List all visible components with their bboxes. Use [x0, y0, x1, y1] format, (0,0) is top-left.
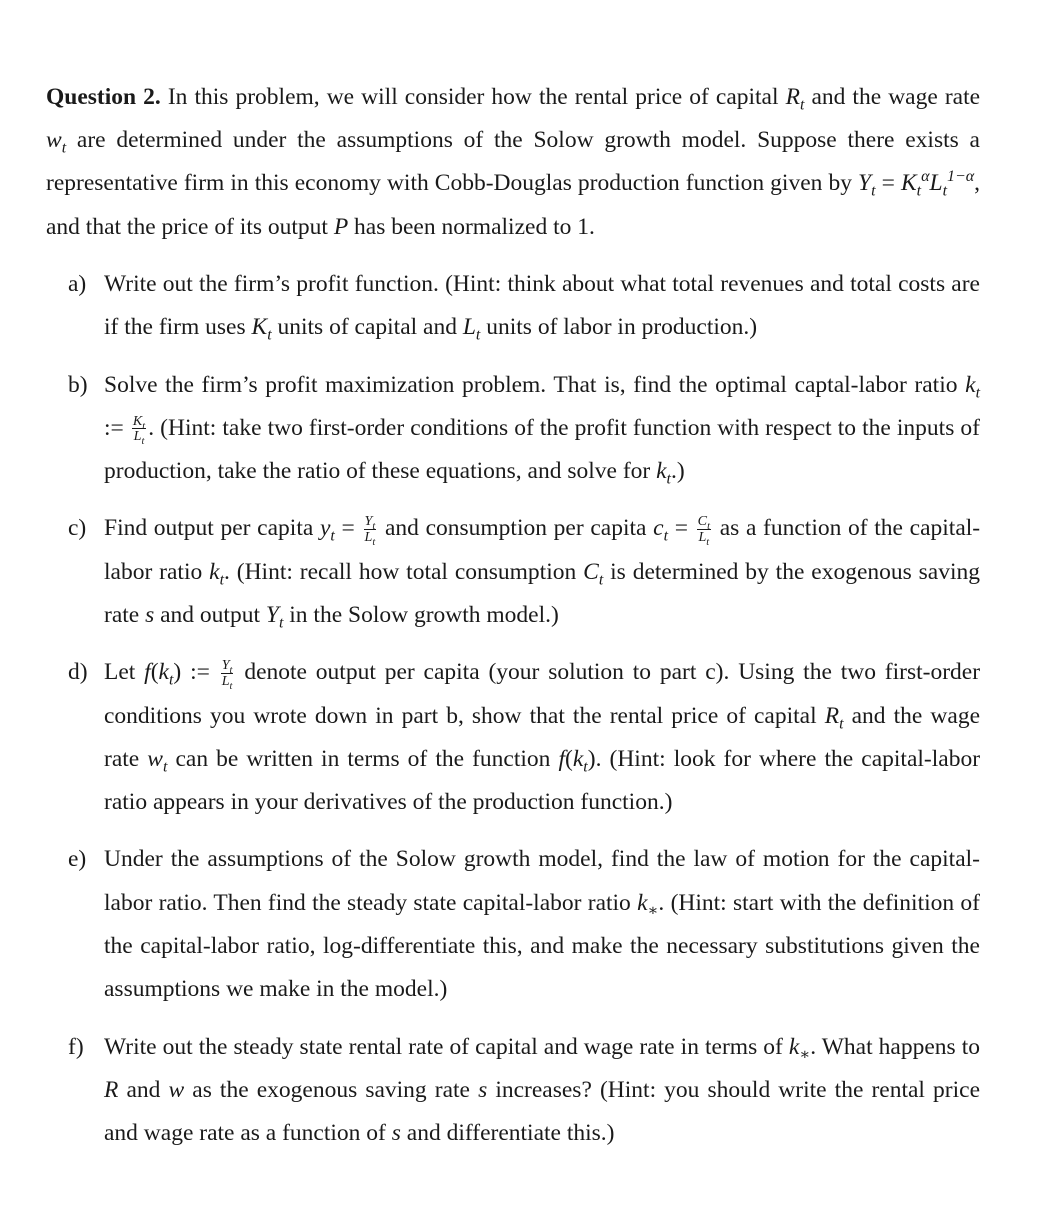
part-text: can be written in terms of the function — [175, 745, 551, 772]
part-text: Under the assumptions of the Solow growth model, find the law of motion for the capital-labor ratio. Then find the steady state capital-labor ratio — [104, 846, 980, 916]
part-e — [46, 838, 980, 1011]
part-label: c) — [68, 515, 87, 542]
part-f — [46, 1026, 980, 1156]
intro-text-5: has been normalized to 1. — [354, 213, 595, 240]
math-consumption-per-capita: $c_t$ = $\frac{C_t}{L_t}$ — [653, 513, 710, 548]
intro-text-1: In this problem, we will consider how the rental price of capital — [167, 84, 779, 110]
part-text: . (Hint: look for where the capital-labor ratio appears in your derivatives of the production function.) — [104, 745, 981, 815]
part-text: and the wage rate — [104, 702, 981, 772]
part-text: and consumption per capita — [384, 515, 647, 542]
math-capital-labor-ratio-def: $k_t$ := $\frac{K_t}{L_t}$ — [104, 371, 980, 447]
math-total-consumption: $C_t$ — [583, 558, 604, 589]
intro-text-2: and the wage rate — [811, 84, 981, 110]
parts-list — [46, 263, 980, 1155]
part-text: Let — [104, 659, 136, 686]
part-text: units of capital and — [277, 314, 457, 341]
part-c — [46, 507, 980, 637]
part-d — [46, 651, 980, 824]
part-text: Solve the firm’s profit maximization problem. That is, find the optimal captal-labor ratio — [104, 371, 958, 398]
part-text: in the Solow growth model.) — [289, 601, 559, 628]
math-rental-rate: R — [104, 1076, 119, 1103]
part-text: . What happens to — [810, 1033, 980, 1060]
math-output: $Y_t$ — [265, 601, 284, 632]
math-rental-price: $R_t$ — [785, 84, 805, 114]
math-capital-labor-ratio: $k_t$ — [209, 558, 224, 589]
math-price: P — [333, 213, 349, 240]
part-text: is determined by the exogenous saving rate — [104, 558, 981, 628]
part-text: Write out the steady state rental rate of capital and wage rate in terms of — [104, 1033, 783, 1060]
math-saving-rate: s — [478, 1076, 488, 1103]
math-labor: $L_t$ — [462, 314, 481, 344]
part-label: d) — [68, 659, 88, 686]
intro-text-4: , and that the price of its output — [46, 170, 981, 240]
part-text: Find output per capita — [104, 515, 314, 542]
part-text: . (Hint: take two first-order conditions of the profit function with respect to the inputs of production, take the ratio of these equations, and solve for — [104, 414, 980, 484]
question-label: Question 2. — [46, 84, 161, 110]
part-text: as the exogenous saving rate — [192, 1076, 470, 1103]
math-f-of-k: $f(k_t)$ — [558, 745, 596, 776]
math-saving-rate: s — [391, 1119, 401, 1146]
part-text: and differentiate this.) — [406, 1119, 615, 1146]
math-wage: w — [168, 1076, 185, 1103]
intro-text-3: are determined under the assumptions of the Solow growth model. Suppose there exists a representative firm in this economy with Cobb-Douglas production function given by — [46, 127, 980, 197]
part-text: . (Hint: recall how total consumption — [224, 558, 577, 585]
part-text: units of labor in production.) — [486, 314, 758, 341]
math-capital: $K_t$ — [251, 314, 272, 344]
part-text: .) — [670, 457, 685, 484]
math-wage-rate: $w_t$ — [46, 127, 67, 157]
part-text: . (Hint: start with the definition of the capital-labor ratio, log-differentiate this, and make the necessary substitutions given the assumptions we make in the model.) — [104, 889, 981, 1003]
question-intro — [46, 76, 980, 249]
part-text: as a function of the capital-labor ratio — [104, 515, 981, 585]
part-label: a) — [68, 270, 87, 297]
part-text: increases? (Hint: you should write the rental price and wage rate as a function of — [104, 1076, 981, 1146]
math-production-function: $Y_t = K_t^\alpha L_t^{1-\alpha}$ — [858, 168, 975, 201]
math-output-per-capita: $y_t$ = $\frac{Y_t}{L_t}$ — [319, 513, 376, 548]
part-text: and — [126, 1076, 161, 1103]
part-b — [46, 364, 980, 494]
part-a — [46, 263, 980, 349]
math-saving-rate: s — [145, 601, 155, 628]
math-wage-rate: $w_t$ — [147, 745, 168, 776]
part-label: b) — [68, 371, 88, 398]
math-f-definition: $f(k_t)$ := $\frac{Y_t}{L_t}$ — [144, 657, 233, 692]
part-text: denote output per capita (your solution to part c). Using the two first-order conditions you wrote down in part b, show that the rental price of capital — [104, 659, 981, 729]
part-text: Write out the firm’s profit function. (Hint: think about what total revenues and total costs are if the firm uses — [104, 270, 980, 341]
math-steady-state-ratio: $k_∗$ — [788, 1033, 811, 1064]
math-steady-state-ratio: $k_∗$ — [637, 889, 659, 920]
part-label: f) — [68, 1033, 84, 1060]
math-capital-labor-ratio: $k_t$ — [656, 457, 671, 488]
part-label: e) — [68, 846, 87, 873]
math-rental-price: $R_t$ — [824, 702, 844, 733]
part-text: and output — [160, 601, 260, 628]
